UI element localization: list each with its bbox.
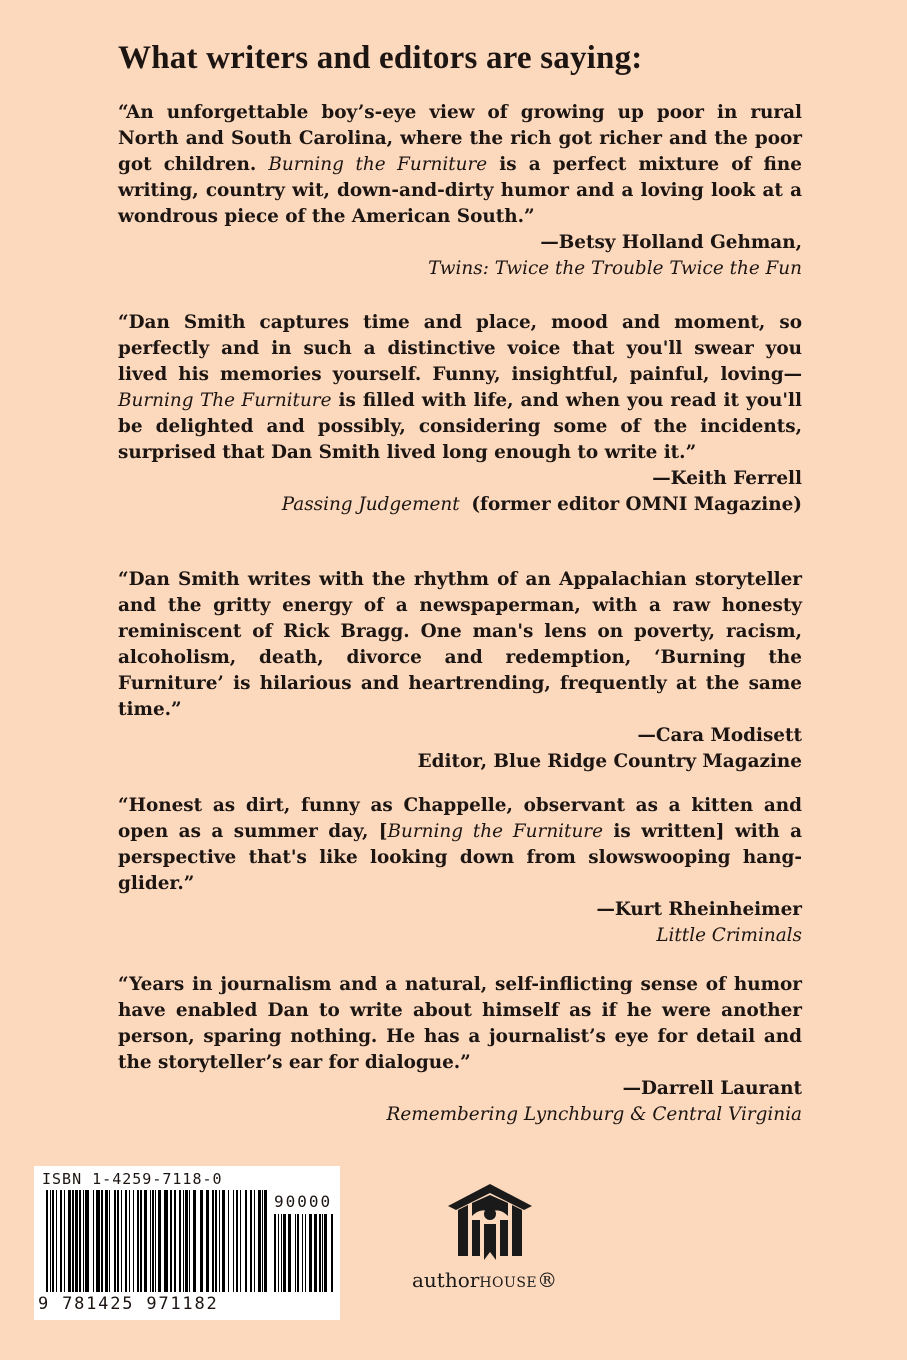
barcode-bar: [164, 1190, 168, 1292]
barcode-bar: [152, 1190, 154, 1292]
barcode-bar: [50, 1190, 51, 1292]
barcode-bar: [193, 1190, 196, 1292]
isbn-number: ISBN 1-4259-7118-0: [42, 1170, 223, 1188]
quote-affiliation: Editor, Blue Ridge Country Magazine: [417, 751, 802, 772]
barcode-bar: [283, 1214, 286, 1292]
barcode-bar: [189, 1190, 190, 1292]
barcode-bar: [68, 1190, 71, 1292]
barcode-bar: [240, 1190, 241, 1292]
barcode-bar: [125, 1190, 127, 1292]
barcode-bar: [101, 1190, 103, 1292]
quote-author: —Darrell Laurant: [622, 1078, 802, 1099]
quote-gehman: [118, 100, 802, 282]
barcode-bar: [281, 1214, 282, 1292]
barcode-bar: [64, 1190, 65, 1292]
price-code: 90000: [274, 1192, 333, 1211]
barcode-bar: [72, 1190, 74, 1292]
quote-rheinheimer: [118, 793, 802, 949]
page-title: What writers and editors are saying:: [118, 40, 643, 76]
barcode-bar: [297, 1214, 299, 1292]
barcode-bar: [233, 1190, 234, 1292]
barcode-bar: [254, 1190, 255, 1292]
publisher-name: authorHOUSE®: [412, 1268, 558, 1292]
barcode-bar: [309, 1214, 312, 1292]
barcode-bar: [236, 1190, 238, 1292]
barcode-bar: [215, 1190, 217, 1292]
quote-text: “Dan Smith captures time and place, mood and moment, so perfectly and in such a distinctive voice that you'll swear you lived his memories yourself. Funny, insightful, painful, loving—Burning The Furniture is filled with life, and when you read it you'll be delighted and possibly, considering some of the incidents, surprised that Dan Smith lived long enough to write it.”: [118, 312, 802, 463]
quote-work: Little Criminals: [656, 925, 802, 946]
barcode-bar: [295, 1214, 296, 1292]
barcode-bar: [79, 1190, 81, 1292]
barcode-bar: [56, 1190, 57, 1292]
barcode-bar: [121, 1190, 122, 1292]
barcode-bar: [324, 1214, 327, 1292]
quote-work: Passing Judgement (former editor OMNI Magazine): [281, 494, 802, 515]
barcode-bar: [185, 1190, 188, 1292]
barcode-bar: [170, 1190, 172, 1292]
authorhouse-logo-icon: [444, 1180, 536, 1262]
barcode-bar: [288, 1214, 291, 1292]
barcode-bar: [83, 1190, 84, 1292]
barcode-bar: [158, 1190, 161, 1292]
quote-author: —Betsy Holland Gehman,: [540, 232, 802, 253]
quote-author: —Cara Modisett: [637, 725, 802, 746]
barcode-bar: [109, 1190, 110, 1292]
ean-barcode-bars: [46, 1190, 270, 1292]
barcode-bar: [96, 1190, 100, 1292]
barcode-bar: [314, 1214, 317, 1292]
barcode-bar: [258, 1190, 261, 1292]
barcode-bar: [264, 1190, 267, 1292]
barcode-bar: [52, 1190, 54, 1292]
barcode-bar: [46, 1190, 48, 1292]
barcode-bar: [274, 1214, 276, 1292]
barcode-bar: [206, 1190, 209, 1292]
barcode-bar: [179, 1190, 181, 1292]
barcode-bar: [105, 1190, 108, 1292]
barcode-bar: [75, 1190, 78, 1292]
barcode-bar: [60, 1190, 62, 1292]
barcode-bar: [250, 1190, 252, 1292]
quote-text: “Honest as dirt, funny as Chappelle, observant as a kitten and open as a summer day, [Burning the Furniture is written] with a perspective that's like looking down from slowswooping hang-glider.”: [118, 795, 803, 894]
barcode-bar: [183, 1190, 184, 1292]
quote-text: “Years in journalism and a natural, self-inflicting sense of humor have enabled Dan to write about himself as if he were another person, sparing nothing. He has a journalist’s eye for detail and the storyteller’s ear for dialogue.”: [118, 974, 802, 1073]
quote-modisett: [118, 567, 802, 775]
addon-barcode-bars: [274, 1214, 336, 1292]
quote-ferrell: [118, 310, 802, 518]
barcode-bar: [200, 1190, 203, 1292]
isbn-barcode: [34, 1166, 340, 1320]
barcode-bar: [222, 1190, 225, 1292]
barcode-bar: [140, 1190, 142, 1292]
barcode-bar: [93, 1190, 94, 1292]
barcode-bar: [85, 1190, 89, 1292]
barcode-bar: [137, 1190, 139, 1292]
ean-number: 9 781425 971182: [38, 1294, 219, 1314]
barcode-bar: [129, 1190, 130, 1292]
barcode-bar: [174, 1190, 176, 1292]
quote-work: Remembering Lynchburg & Central Virginia: [386, 1104, 802, 1125]
quote-work: Twins: Twice the Trouble Twice the Fun: [428, 258, 802, 279]
barcode-bar: [319, 1214, 321, 1292]
barcode-bar: [219, 1190, 220, 1292]
quote-laurant: [118, 972, 802, 1128]
quote-author: —Keith Ferrell: [652, 468, 802, 489]
barcode-bar: [212, 1190, 214, 1292]
barcode-bar: [117, 1190, 119, 1292]
barcode-bar: [155, 1190, 156, 1292]
barcode-bar: [144, 1190, 147, 1292]
quote-text: “Dan Smith writes with the rhythm of an Appalachian storyteller and the gritty energy of a newspaperman, with a raw honesty reminiscent of Rick Bragg. One man's lens on poverty, racism, alcoholism, death, divorce and redemption, ‘Burning the Furniture’ is hilarious and heartrending, frequently at the same time.”: [118, 569, 802, 720]
barcode-bar: [262, 1190, 263, 1292]
barcode-bar: [245, 1190, 247, 1292]
quote-author: —Kurt Rheinheimer: [596, 899, 802, 920]
quote-text: “An unforgettable boy’s-eye view of growing up poor in rural North and South Carolina, where the rich got richer and the poor got children. Burning the Furniture is a perfect mixture of fine writing, country wit, down-and-dirty humor and a loving look at a wondrous piece of the American South.”: [118, 102, 802, 227]
barcode-bar: [133, 1190, 134, 1292]
barcode-bar: [305, 1214, 306, 1292]
barcode-bar: [114, 1190, 116, 1292]
barcode-bar: [278, 1214, 279, 1292]
barcode-bar: [150, 1190, 151, 1292]
barcode-bar: [331, 1214, 333, 1292]
barcode-bar: [302, 1214, 303, 1292]
barcode-bar: [322, 1214, 323, 1292]
barcode-bar: [228, 1190, 229, 1292]
